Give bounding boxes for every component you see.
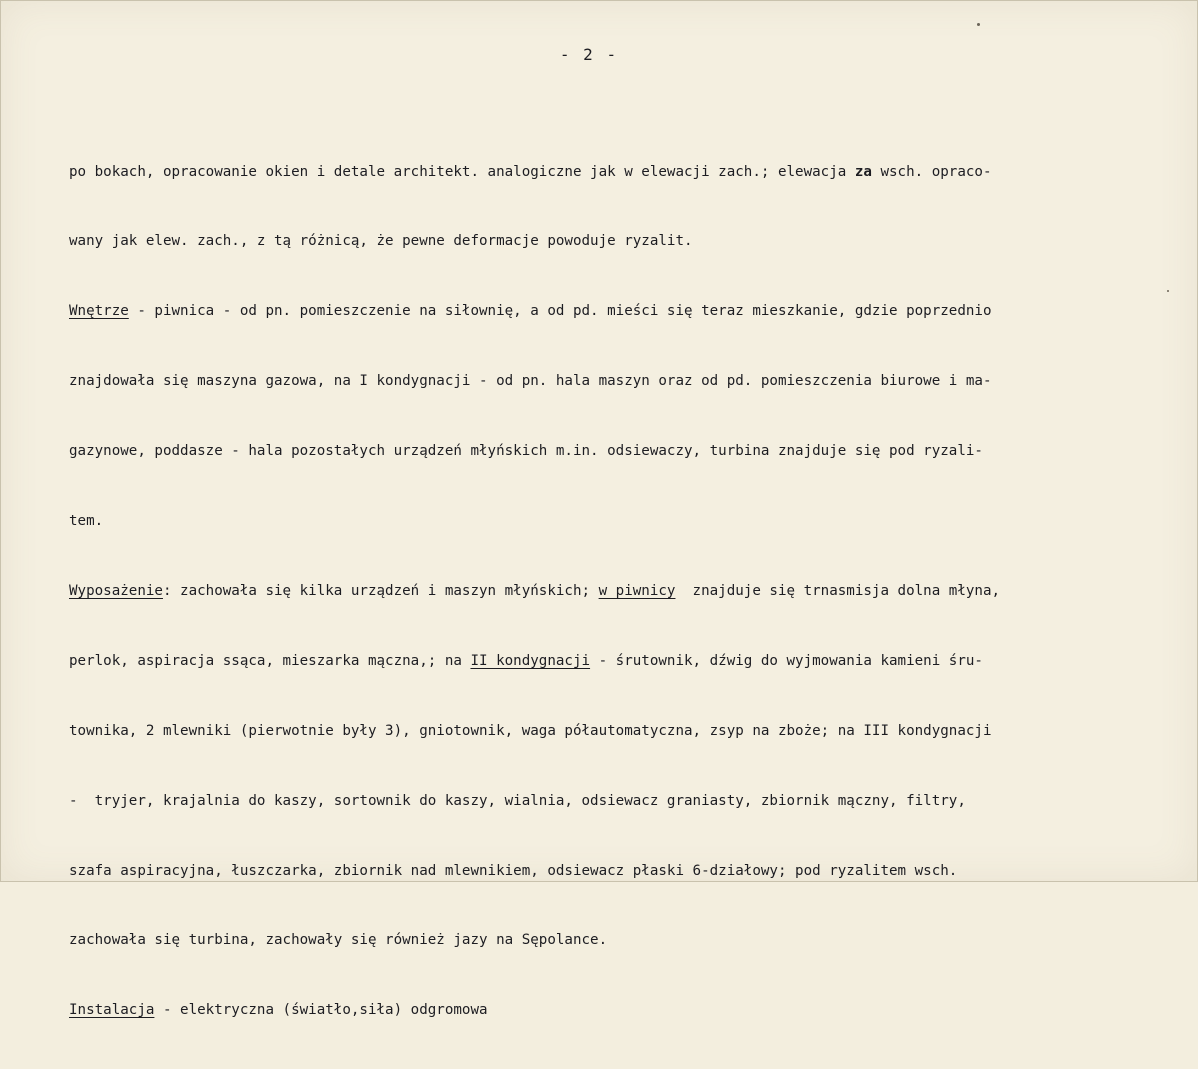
document-body [69, 114, 1189, 1069]
text-line: perlok, aspiracja ssąca, mieszarka mączna,; na II kondygnacji - śrutownik, dźwig do wyjmowania kamieni śru- [69, 652, 983, 669]
text-line: - tryjer, krajalnia do kaszy, sortownik do kaszy, wialnia, odsiewacz graniasty, zbiornik mączny, filtry, [69, 792, 966, 809]
text-line: Wyposażenie: zachowała się kilka urządzeń i maszyn młyńskich; w piwnicy znajduje się trnasmisja dolna młyna, [69, 582, 1001, 599]
text-line: townika, 2 mlewniki (pierwotnie były 3), gniotownik, waga półautomatyczna, zsyp na zboże; na III kondygnacji [69, 722, 992, 739]
section-heading-wnetrze: Wnętrze [69, 303, 129, 320]
text-line: znajdowała się maszyna gazowa, na I kondygnacji - od pn. hala maszyn oraz od pd. pomieszczenia biurowe i ma- [69, 373, 992, 390]
text-line: wany jak elew. zach., z tą różnicą, że pewne deformacje powoduje ryzalit. [69, 233, 693, 250]
text-line: Wnętrze - piwnica - od pn. pomieszczenie na siłownię, a od pd. mieści się teraz mieszkanie, gdzie poprzednio [69, 303, 992, 320]
text-line: tem. [69, 513, 104, 530]
paper-speck [977, 23, 980, 26]
underlined-w-piwnicy: w piwnicy [598, 582, 676, 599]
section-heading-wyposazenie: Wyposażenie [69, 582, 163, 599]
page-number: - 2 - [559, 45, 619, 64]
text-line: gazynowe, poddasze - hala pozostałych urządzeń młyńskich m.in. odsiewaczy, turbina znajduje się pod ryzali- [69, 443, 983, 460]
text-line: zachowała się turbina, zachowały się również jazy na Sępolance. [69, 932, 608, 949]
text-line: po bokach, opracowanie okien i detale architekt. analogiczne jak w elewacji zach.; elewacja za wsch. opraco- [69, 163, 992, 180]
text-line: Instalacja - elektryczna (światło,siła) odgromowa [69, 1002, 488, 1019]
paper-speck [1167, 290, 1169, 292]
underlined-ii-kondygnacji: II kondygnacji [470, 652, 591, 669]
text-line: szafa aspiracyjna, łuszczarka, zbiornik nad mlewnikiem, odsiewacz płaski 6-działowy; pod ryzalitem wsch. [69, 862, 958, 879]
section-heading-instalacja: Instalacja [69, 1002, 155, 1019]
